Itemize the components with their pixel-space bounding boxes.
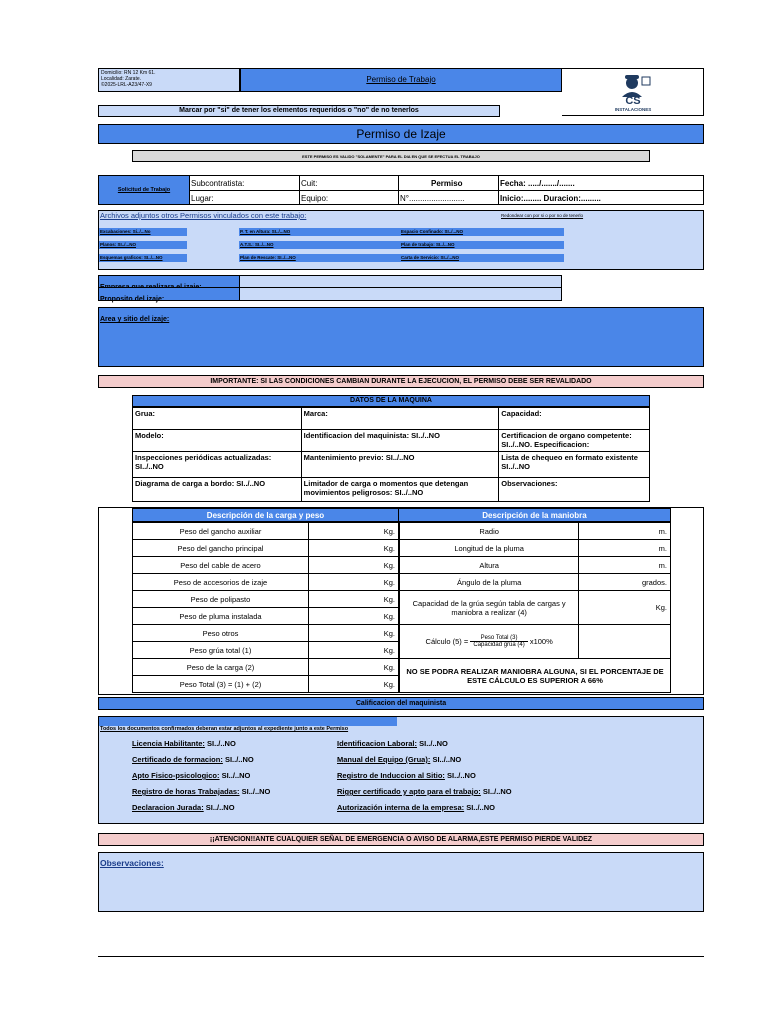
archivo-item[interactable]: A.T.S.: SI../...NO: [239, 241, 401, 249]
lugar-field[interactable]: Lugar:: [191, 194, 214, 203]
calificacion-note-box: [99, 717, 397, 732]
maniobra-warning: NO SE PODRA REALIZAR MANIOBRA ALGUNA, SI EL PORCENTAJE DE ESTE CÁLCULO ES SUPERIOR A 66%: [400, 659, 671, 693]
carga-label: Peso otros: [133, 625, 309, 642]
maquina-cell[interactable]: Capacidad:: [499, 408, 650, 430]
main-title: Permiso de Trabajo: [366, 75, 436, 84]
doc-item[interactable]: Certificado de formacion: SI../..NO: [132, 755, 254, 764]
carga-table: [132, 522, 399, 693]
logo-text: CS: [625, 95, 641, 107]
archivo-item[interactable]: Planos: SI../...NO: [99, 241, 187, 249]
carga-value[interactable]: Kg.: [309, 540, 399, 557]
doc-item[interactable]: Identificacion Laboral: SI../..NO: [337, 739, 448, 748]
carga-label: Peso de accesorios de izaje: [133, 574, 309, 591]
empresa-input[interactable]: [240, 275, 562, 288]
carga-value[interactable]: Kg.: [309, 574, 399, 591]
solicitud-label-box: [98, 175, 190, 205]
doc-item[interactable]: Licencia Habilitante: SI../..NO: [132, 739, 236, 748]
maquina-cell[interactable]: Inspecciones periódicas actualizadas: SI../..NO: [133, 452, 302, 478]
area-label: Area y sitio del izaje:: [100, 316, 170, 323]
solicitud-grid: [190, 175, 704, 205]
archivo-item[interactable]: Plan de trabajo: SI../...NO: [400, 241, 564, 249]
area-box[interactable]: [98, 307, 704, 367]
maquina-cell[interactable]: Certificacion de organo competente: SI../..NO. Especificacion:: [499, 430, 650, 452]
footer-divider: [98, 956, 704, 957]
carga-value[interactable]: Kg.: [309, 608, 399, 625]
numero-field[interactable]: N°.........................: [400, 194, 465, 203]
validity-note-bar: [132, 150, 650, 162]
equipo-field[interactable]: Equipo:: [301, 194, 329, 203]
carga-title-right: Descripción de la maniobra: [482, 510, 587, 520]
doc-item[interactable]: Registro de Induccion al Sitio: SI../..NO: [337, 771, 476, 780]
maquina-title-bar: [132, 395, 650, 407]
validity-note: ESTE PERMISO ES VALIDO "SOLAMENTE" PARA EL DIA EN QUE SE EFECTUA EL TRABAJO: [302, 153, 480, 159]
calculo-numerator: Peso Total (3): [470, 635, 527, 642]
permit-title-bar: [98, 124, 704, 144]
maniobra-value[interactable]: m.: [579, 523, 671, 540]
maniobra-label: Altura: [400, 557, 579, 574]
subcontratista-field[interactable]: Subcontratista:: [191, 179, 245, 188]
permiso-field: Permiso: [431, 179, 463, 188]
carga-label: Peso de polipasto: [133, 591, 309, 608]
importante-bar: [98, 375, 704, 388]
maniobra-label: Longitud de la pluma: [400, 540, 579, 557]
doc-item[interactable]: Apto Fisico-psicologico: SI../..NO: [132, 771, 251, 780]
carga-value[interactable]: Kg.: [309, 676, 399, 693]
doc-item[interactable]: Declaracion Jurada: SI../..NO: [132, 803, 235, 812]
carga-value[interactable]: Kg.: [309, 659, 399, 676]
carga-label: Peso grúa total (1): [133, 642, 309, 659]
archivos-section: [98, 210, 704, 270]
permit-title: Permiso de Izaje: [356, 127, 446, 141]
capacidad-value[interactable]: Kg.: [579, 591, 671, 625]
maniobra-label: Ángulo de la pluma: [400, 574, 579, 591]
calificacion-title-bar: [98, 697, 704, 710]
address-box: [98, 68, 240, 92]
doc-item[interactable]: Autorización interna de la empresa: SI../..NO: [337, 803, 495, 812]
calculo-cell: [400, 625, 579, 659]
logo-subtext: INSTALACIONES: [614, 107, 652, 112]
doc-item[interactable]: Registro de horas Trabajadas: SI../..NO: [132, 787, 271, 796]
maquina-cell[interactable]: Identificacion del maquinista: SI../..NO: [301, 430, 499, 452]
maquina-cell[interactable]: Grua:: [133, 408, 302, 430]
calculo-value[interactable]: [579, 625, 671, 659]
observaciones-label: Observaciones:: [100, 858, 164, 868]
address-line-3: ©2025-LRL-A23/47-X9: [101, 82, 152, 88]
cuit-field[interactable]: Cuit:: [301, 179, 318, 188]
maniobra-value[interactable]: m.: [579, 540, 671, 557]
observaciones-box[interactable]: [98, 852, 704, 912]
archivo-item[interactable]: Excabaciones: Si../...No: [99, 228, 187, 236]
calculo-prefix: Cálculo (5) =: [425, 637, 469, 646]
maquina-cell[interactable]: Diagrama de carga a bordo: SI../..NO: [133, 478, 302, 502]
address-line-2: Localidad: Zarate.: [101, 76, 142, 82]
carga-label: Peso de pluma instalada: [133, 608, 309, 625]
carga-title-left: Descripción de la carga y peso: [206, 510, 325, 520]
proposito-label-box: [98, 288, 240, 301]
archivos-title: Archivos adjuntos otros Permisos vinculados con este trabajo:: [100, 211, 307, 220]
proposito-label: Proposito del izaje:: [100, 296, 165, 303]
maquina-cell[interactable]: Mantenimiento previo: SI../..NO: [301, 452, 499, 478]
importante-text: IMPORTANTE: SI LAS CONDICIONES CAMBIAN DURANTE LA EJECUCION, EL PERMISO DEBE SER REVALIDADO: [210, 377, 592, 385]
carga-label: Peso Total (3) = (1) + (2): [133, 676, 309, 693]
atencion-text: ¡¡ATENCION!!ANTE CUALQUIER SEÑAL DE EMERGENCIA O AVISO DE ALARMA,ESTE PERMISO PIERDE VALIDEZ: [209, 836, 593, 843]
maquina-table: [132, 407, 650, 502]
carga-title-right-box: [399, 508, 671, 522]
carga-label: Peso del gancho principal: [133, 540, 309, 557]
archivo-item[interactable]: Carta de Servicio: SI../...NO: [400, 254, 564, 262]
doc-item[interactable]: Manual del Equipo (Grua): SI../..NO: [337, 755, 462, 764]
maniobra-label: Radio: [400, 523, 579, 540]
calculo-denominator: Capacidad grúa (4): [473, 642, 525, 648]
logo-box: [562, 68, 704, 116]
empresa-label-box: [98, 275, 240, 288]
archivo-item[interactable]: P. T. en Altura: SI../...NO: [239, 228, 401, 236]
calificacion-title: Calificacion del maquinista: [355, 699, 447, 707]
main-title-box: [240, 68, 562, 92]
carga-title-left-box: [132, 508, 399, 522]
solicitud-label: Solicitud de Trabajo: [117, 187, 171, 193]
proposito-input[interactable]: [240, 288, 562, 301]
carga-value[interactable]: Kg.: [309, 523, 399, 540]
maquina-cell[interactable]: Modelo:: [133, 430, 302, 452]
archivos-note: Redondear con por si o por no de tenerlo: [501, 213, 584, 218]
carga-label: Peso de la carga (2): [133, 659, 309, 676]
carga-label: Peso del cable de acero: [133, 557, 309, 574]
fecha-field[interactable]: Fecha: ...../......./.......: [500, 179, 575, 188]
carga-value[interactable]: Kg.: [309, 642, 399, 659]
maquina-cell[interactable]: Marca:: [301, 408, 499, 430]
carga-label: Peso del gancho auxiliar: [133, 523, 309, 540]
archivo-item[interactable]: Esquemas graficos: SI../...NO: [99, 254, 187, 262]
calificacion-note: Todos los documentos confirmados deberan estar adjuntos al expediente junto a este Permiso: [100, 726, 349, 732]
maquina-cell[interactable]: Lista de chequeo en formato existente SI../..NO: [499, 452, 650, 478]
calculo-suffix: x100%: [529, 637, 553, 646]
inicio-field[interactable]: Inicio:........ Duracion:.........: [500, 194, 601, 203]
capacidad-label: Capacidad de la grúa según tabla de cargas y maniobra a realizar (4): [400, 591, 579, 625]
carga-value[interactable]: Kg.: [309, 557, 399, 574]
maniobra-value[interactable]: grados.: [579, 574, 671, 591]
instruction-text: Marcar por "si" de tener los elementos requeridos o "no" de no tenerlos: [179, 107, 419, 114]
carga-value[interactable]: Kg.: [309, 591, 399, 608]
carga-value[interactable]: Kg.: [309, 625, 399, 642]
maquina-cell[interactable]: Limitador de carga o momentos que detengan movimientos peligrosos: SI../..NO: [301, 478, 499, 502]
maniobra-table: [399, 522, 671, 693]
maniobra-value[interactable]: m.: [579, 557, 671, 574]
atencion-bar: [98, 833, 704, 846]
archivo-item[interactable]: Espacio Confinado: SI../...NO: [400, 228, 564, 236]
maquina-cell[interactable]: Observaciones:: [499, 478, 650, 502]
archivo-item[interactable]: Plan de Rescate: SI../...NO: [239, 254, 401, 262]
address-line-1: Domicilio: RN 12 Km 61.: [101, 70, 156, 76]
maquina-title: DATOS DE LA MAQUINA: [350, 397, 432, 404]
instruction-bar: [98, 105, 500, 117]
doc-item[interactable]: Rigger certificado y apto para el trabajo: SI../..NO: [337, 787, 512, 796]
